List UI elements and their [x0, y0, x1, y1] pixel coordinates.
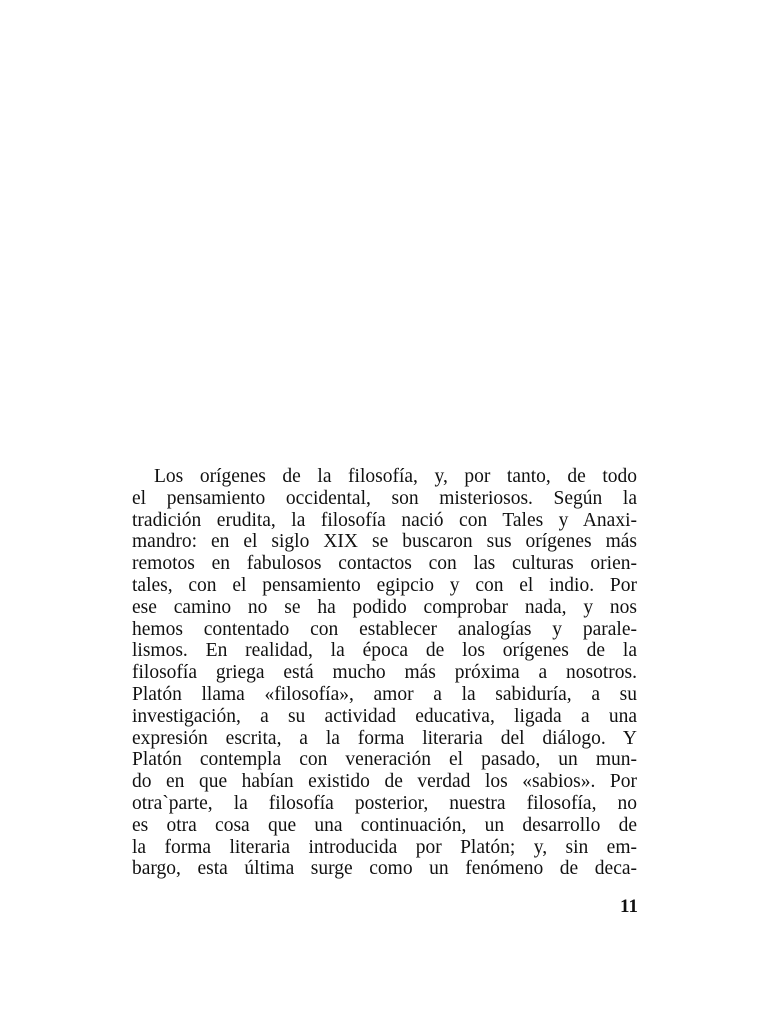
text-line: el pensamiento occidental, son misteriosos. Según la — [132, 487, 637, 509]
text-line: filosofía griega está mucho más próxima a nosotros. — [132, 662, 637, 684]
text-line: otra`parte, la filosofía posterior, nuestra filosofía, no — [132, 792, 637, 814]
text-line: do en que habían existido de verdad los «sabios». Por — [132, 771, 637, 793]
text-line: hemos contentado con establecer analogías y parale- — [132, 618, 637, 640]
text-line: mandro: en el siglo XIX se buscaron sus orígenes más — [132, 531, 637, 553]
text-line: investigación, a su actividad educativa, ligada a una — [132, 705, 637, 727]
text-line: lismos. En realidad, la época de los orígenes de la — [132, 640, 637, 662]
page-number: 11 — [620, 896, 638, 917]
text-line: la forma literaria introducida por Platón; y, sin em- — [132, 836, 637, 858]
text-line: bargo, esta última surge como un fenómeno de deca- — [132, 858, 637, 880]
text-line: ese camino no se ha podido comprobar nada, y nos — [132, 596, 637, 618]
text-line: es otra cosa que una continuación, un desarrollo de — [132, 814, 637, 836]
text-line: tradición erudita, la filosofía nació con Tales y Anaxi- — [132, 509, 637, 531]
text-line: expresión escrita, a la forma literaria del diálogo. Y — [132, 727, 637, 749]
text-line: Platón contempla con veneración el pasado, un mun- — [132, 749, 637, 771]
text-line: tales, con el pensamiento egipcio y con el indio. Por — [132, 574, 637, 596]
text-line: remotos en fabulosos contactos con las culturas orien- — [132, 553, 637, 575]
body-paragraph — [132, 466, 637, 880]
text-line: Los orígenes de la filosofía, y, por tanto, de todo — [154, 466, 637, 487]
text-line: Platón llama «filosofía», amor a la sabiduría, a su — [132, 683, 637, 705]
